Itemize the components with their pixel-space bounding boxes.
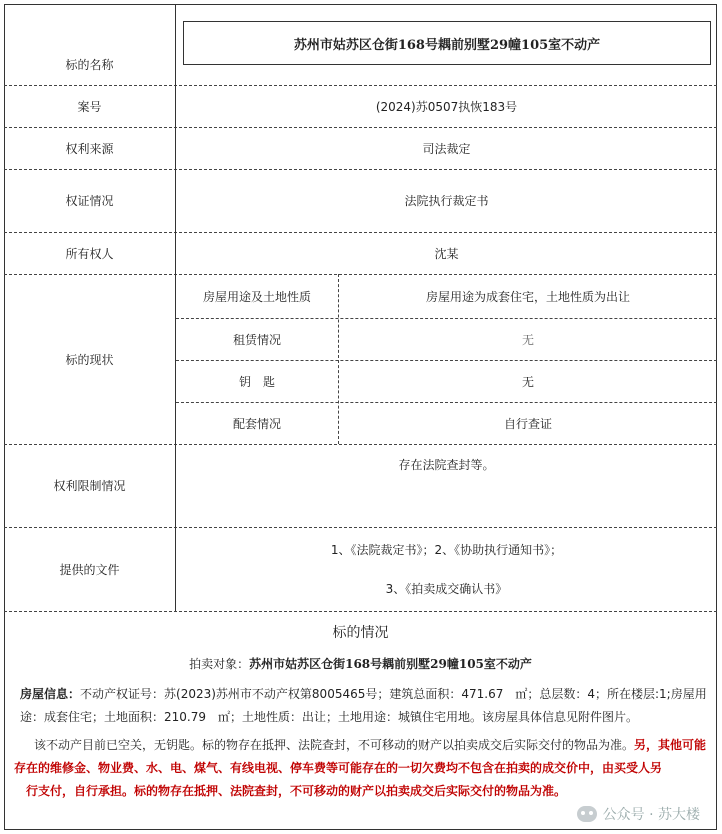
- notice-line-3: 行支付，自行承担。标的物存在抵押、法院查封，不可移动的财产以拍卖成交后实际交付的物品为准。: [26, 784, 567, 798]
- status-item-label: 配套情况: [232, 416, 281, 431]
- restriction-value: 存在法院查封等。: [398, 457, 495, 472]
- house-info-text-1: 不动产权证号：苏(2023)苏州市不动产权第8005465号；建筑总面积：471.67 ㎡；总层数：4；所在楼层:1;房屋用: [80, 687, 707, 701]
- auction-object-value: 苏州市姑苏区仓街168号耦前别墅29幢105室不动产: [249, 657, 532, 671]
- certificate-value: 法院执行裁定书: [404, 194, 489, 208]
- label-case-no: 案号: [77, 99, 102, 114]
- auction-object-label: 拍卖对象：: [189, 657, 250, 671]
- status-item-value: 无: [521, 374, 534, 389]
- label-restriction: 权利限制情况: [53, 479, 126, 493]
- status-item-label: 租赁情况: [232, 332, 281, 347]
- label-certificate: 权证情况: [65, 194, 114, 208]
- status-item-label: 钥 匙: [238, 374, 275, 389]
- status-item-value: 无: [521, 332, 534, 347]
- status-item-value: 房屋用途为成套住宅，土地性质为出让: [425, 289, 630, 304]
- watermark-text: 公众号 · 苏大楼: [602, 807, 700, 823]
- watermark: [577, 804, 700, 824]
- house-info-label: 房屋信息：: [20, 687, 81, 701]
- notice-red-start: 另，其他可能: [634, 738, 707, 752]
- label-status: 标的现状: [65, 352, 114, 367]
- label-subject-name: 标的名称: [65, 57, 114, 72]
- owner-value: 沈某: [434, 246, 459, 261]
- case-no-value: (2024)苏0507执恢183号: [375, 99, 518, 114]
- house-info-line-2: 途：成套住宅；土地面积：210.79 ㎡；土地性质：出让；土地用途：城镇住宅用地。该房屋具体信息见附件图片。: [20, 710, 638, 724]
- status-item-value: 自行查证: [503, 416, 552, 431]
- notice-normal: 该不动产目前已空关，无钥匙。标的物存在抵押、法院查封，不可移动的财产以拍卖成交后实际交付的物品为准。: [34, 738, 635, 752]
- auction-object-line: [4, 653, 717, 676]
- section-title: 标的情况: [332, 625, 389, 641]
- house-info-line-1: [20, 683, 710, 706]
- label-right-source: 权利来源: [65, 141, 114, 156]
- right-source-value: 司法裁定: [422, 141, 471, 156]
- notice-line-2: 存在的维修金、物业费、水、电、煤气、有线电视、停车费等可能存在的一切欠费均不包含在拍卖的成交价中，由买受人另: [14, 761, 663, 775]
- label-owner: 所有权人: [65, 246, 114, 261]
- subject-name-value: 苏州市姑苏区仓街168号耦前别墅29幢105室不动产: [183, 21, 711, 65]
- row-divider: [4, 611, 717, 612]
- documents-line-2: 3、《拍卖成交确认书》: [385, 581, 508, 596]
- status-item-label: 房屋用途及土地性质: [202, 289, 311, 304]
- wechat-icon: [577, 806, 597, 822]
- documents-line-1: 1、《法院裁定书》；2、《协助执行通知书》；: [330, 542, 563, 557]
- label-documents: 提供的文件: [59, 562, 120, 577]
- notice-line-1: [34, 734, 714, 757]
